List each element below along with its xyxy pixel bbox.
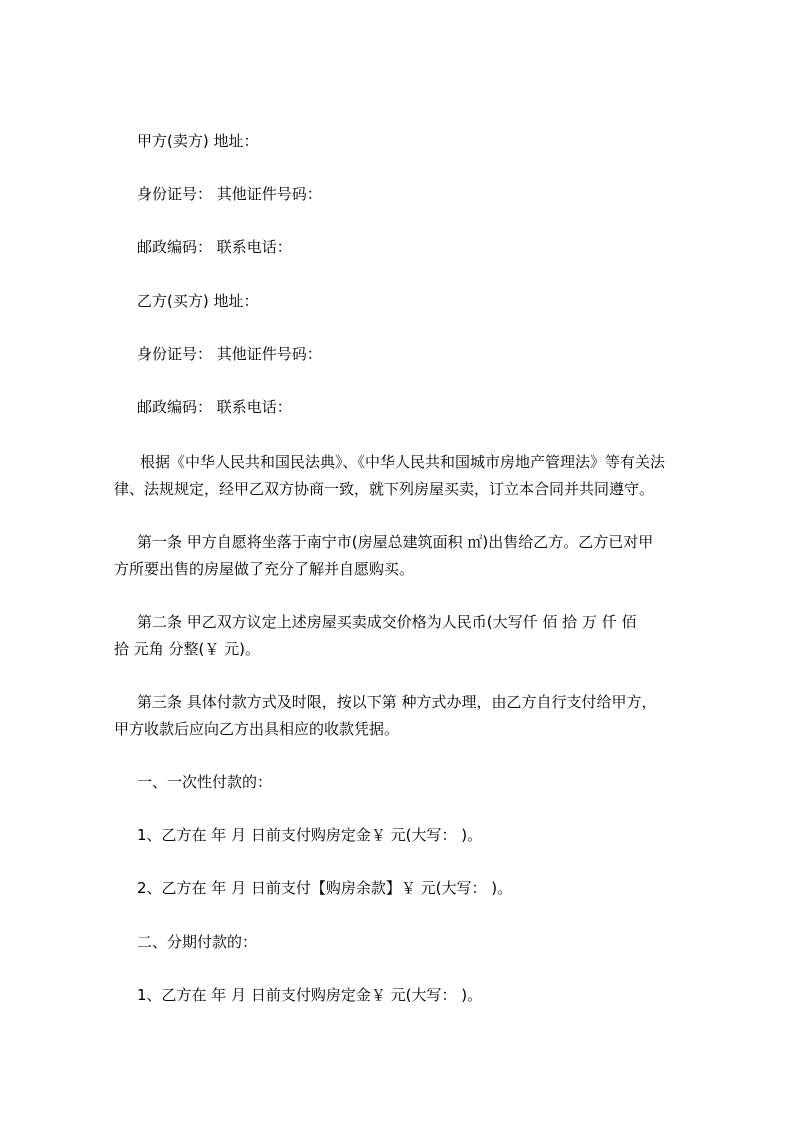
party-b-contact-line: 邮政编码： 联系电话： [137, 398, 292, 416]
article-1-line-1: 第一条 甲方自愿将坐落于南宁市(房屋总建筑面积 ㎡)出售给乙方。乙方已对甲 [137, 533, 654, 551]
installment-heading: 二、分期付款的： [137, 933, 258, 951]
preamble-line-1: 根据《中华人民共和国民法典》、《中华人民共和国城市房地产管理法》等有关法 [140, 453, 666, 471]
party-a-id-line: 身份证号： 其他证件号码： [137, 185, 322, 203]
lump-sum-heading: 一、一次性付款的： [137, 773, 273, 791]
article-2-line-2: 拾 元角 分整(￥ 元)。 [114, 640, 261, 658]
lump-sum-item-2: 2、乙方在 年 月 日前支付【购房余款】￥ 元(大写： )。 [137, 879, 513, 897]
article-3-line-2: 甲方收款后应向乙方出具相应的收款凭据。 [114, 720, 400, 738]
article-1-line-2: 方所要出售的房屋做了充分了解并自愿购买。 [114, 560, 415, 578]
article-2-line-1: 第二条 甲乙双方议定上述房屋买卖成交价格为人民币(大写仟 佰 拾 万 仟 佰 [137, 613, 637, 631]
article-3-line-1: 第三条 具体付款方式及时限，按以下第 种方式办理，由乙方自行支付给甲方， [137, 693, 657, 711]
party-b-address-line: 乙方(买方) 地址： [137, 292, 259, 310]
lump-sum-item-1: 1、乙方在 年 月 日前支付购房定金￥ 元(大写： )。 [137, 826, 483, 844]
party-a-address-line: 甲方(卖方) 地址： [137, 132, 259, 150]
party-a-contact-line: 邮政编码： 联系电话： [137, 238, 292, 256]
installment-item-1: 1、乙方在 年 月 日前支付购房定金￥ 元(大写： )。 [137, 986, 483, 1004]
party-b-id-line: 身份证号： 其他证件号码： [137, 345, 322, 363]
preamble-line-2: 律、法规规定，经甲乙双方协商一致，就下列房屋买卖，订立本合同并共同遵守。 [114, 480, 655, 498]
